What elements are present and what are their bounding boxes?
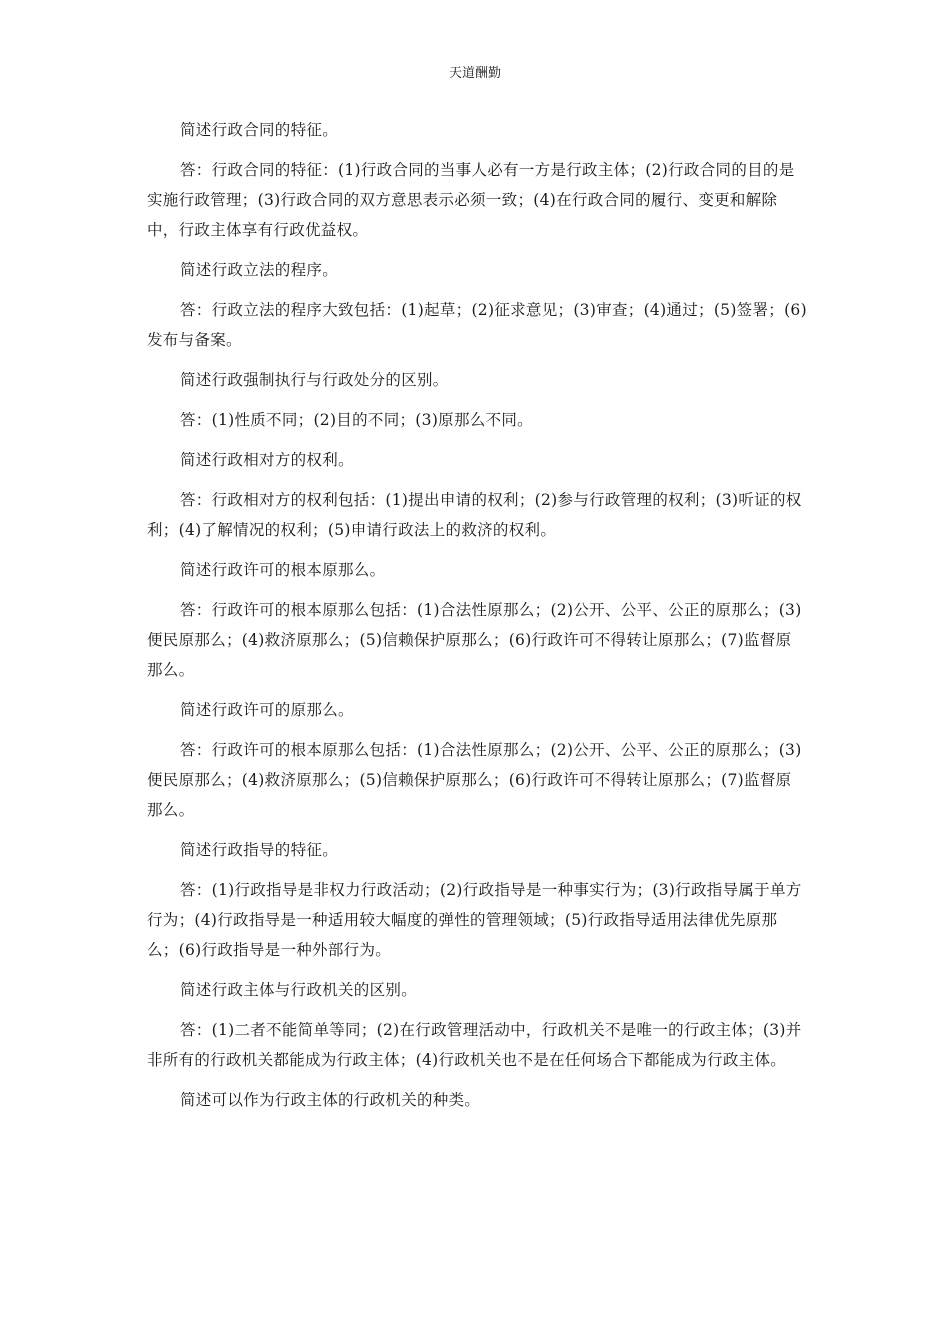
question-8: 简述行政主体与行政机关的区别。 <box>180 981 418 999</box>
answer-5: 答：行政许可的根本原那么包括：(1)合法性原那么；(2)公开、公平、公正的原那么；(3)便民原那么；(4)救济原那么；(5)信赖保护原那么；(6)行政许可不得转让原那么；(7)监督原那么。 <box>147 601 802 679</box>
question-6: 简述行政许可的原那么。 <box>180 701 354 719</box>
question-7: 简述行政指导的特征。 <box>180 841 339 859</box>
question-4: 简述行政相对方的权利。 <box>180 451 354 469</box>
answer-1: 答：行政合同的特征：(1)行政合同的当事人必有一方是行政主体；(2)行政合同的目的是实施行政管理；(3)行政合同的双方意思表示必须一致；(4)在行政合同的履行、变更和解除中，行政主体享有行政优益权。 <box>147 161 795 239</box>
document-body <box>147 115 807 1125</box>
answer-4: 答：行政相对方的权利包括：(1)提出申请的权利；(2)参与行政管理的权利；(3)听证的权利；(4)了解情况的权利；(5)申请行政法上的救济的权利。 <box>147 491 802 539</box>
question-2: 简述行政立法的程序。 <box>180 261 339 279</box>
answer-8: 答：(1)二者不能简单等同；(2)在行政管理活动中，行政机关不是唯一的行政主体；(3)并非所有的行政机关都能成为行政主体；(4)行政机关也不是在任何场合下都能成为行政主体。 <box>147 1021 802 1069</box>
question-3: 简述行政强制执行与行政处分的区别。 <box>180 371 449 389</box>
answer-2: 答：行政立法的程序大致包括：(1)起草；(2)征求意见；(3)审查；(4)通过；(5)签署；(6)发布与备案。 <box>147 301 807 349</box>
question-5: 简述行政许可的根本原那么。 <box>180 561 386 579</box>
answer-7: 答：(1)行政指导是非权力行政活动；(2)行政指导是一种事实行为；(3)行政指导属于单方行为；(4)行政指导是一种适用较大幅度的弹性的管理领域；(5)行政指导适用法律优先原那么；(6)行政指导是一种外部行为。 <box>147 881 802 959</box>
answer-3: 答：(1)性质不同；(2)目的不同；(3)原那么不同。 <box>180 411 533 429</box>
question-9: 简述可以作为行政主体的行政机关的种类。 <box>180 1091 481 1109</box>
answer-6: 答：行政许可的根本原那么包括：(1)合法性原那么；(2)公开、公平、公正的原那么；(3)便民原那么；(4)救济原那么；(5)信赖保护原那么；(6)行政许可不得转让原那么；(7)监督原那么。 <box>147 741 802 819</box>
page-header: 天道酬勤 <box>448 66 501 81</box>
question-1: 简述行政合同的特征。 <box>180 121 339 139</box>
